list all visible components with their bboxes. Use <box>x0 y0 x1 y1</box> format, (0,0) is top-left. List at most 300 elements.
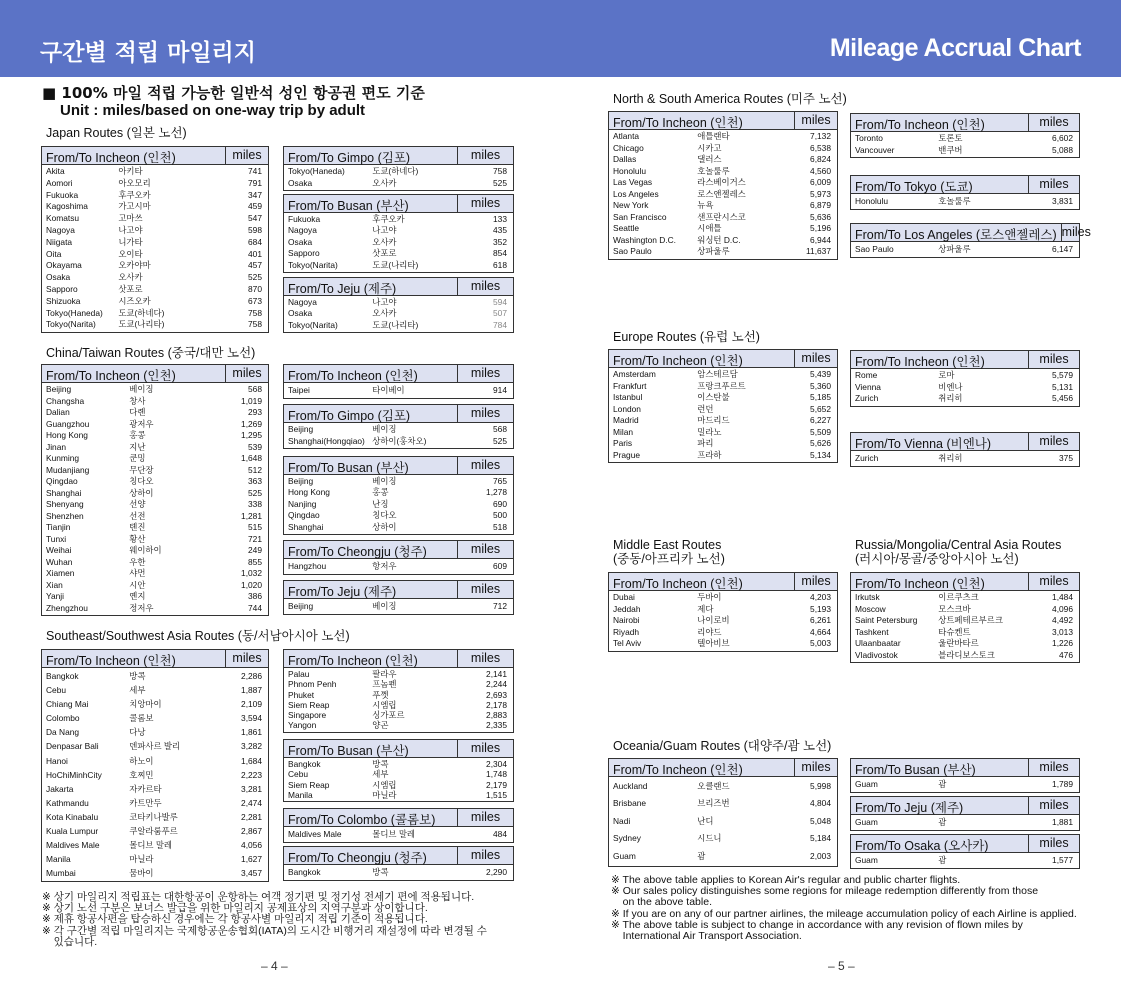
city-korean: 나이로비 <box>697 615 730 625</box>
miles-value: 854 <box>493 248 507 259</box>
city-korean: 오카야마 <box>118 260 151 271</box>
city-english: Auckland <box>613 781 648 791</box>
table-row <box>284 720 513 730</box>
miles-value: 500 <box>493 510 507 521</box>
table-header <box>851 176 1079 194</box>
footnote-line: ※ Our sales policy distinguishes some regions for mileage redemption differently from those <box>611 885 1039 898</box>
header-from-to: From/To Gimpo (김포) <box>288 409 411 423</box>
section-title-line: (러시아/몽골/중앙아시아 노선) <box>855 552 1019 566</box>
city-english: Maldives Male <box>288 829 342 839</box>
table-japan-jeju <box>283 277 514 333</box>
header-from-to: From/To Incheon (인천) <box>613 116 743 130</box>
table-row <box>42 237 268 249</box>
header-miles: miles <box>1028 351 1079 368</box>
city-english: Guam <box>613 850 636 861</box>
miles-value: 7,132 <box>810 131 831 141</box>
miles-value: 5,185 <box>810 392 831 402</box>
table-body <box>284 559 513 574</box>
city-korean: 도쿄(하네다) <box>372 166 419 176</box>
miles-value: 4,096 <box>1052 603 1073 614</box>
city-english: Tokyo(Narita) <box>46 319 96 330</box>
header-from-to: From/To Incheon (인천) <box>855 118 985 132</box>
table-europe-vienna <box>850 432 1080 467</box>
miles-value: 547 <box>248 213 262 224</box>
header-from-to: From/To Colombo (콜롬보) <box>288 813 436 827</box>
header-miles: miles <box>457 457 513 474</box>
city-korean: 하노이 <box>129 755 154 766</box>
table-row <box>851 627 1079 639</box>
miles-value: 347 <box>248 189 262 200</box>
table-row <box>609 638 837 650</box>
miles-value: 338 <box>248 499 262 509</box>
city-korean: 호찌민 <box>129 769 154 780</box>
miles-value: 2,109 <box>241 699 262 710</box>
city-english: Manila <box>46 854 71 865</box>
table-row <box>851 370 1079 382</box>
city-english: Niigata <box>46 236 73 247</box>
city-english: Maldives Male <box>46 840 100 851</box>
table-row <box>609 415 837 427</box>
miles-value: 712 <box>493 601 507 611</box>
city-english: Sao Paulo <box>855 244 894 254</box>
miles-value: 401 <box>248 248 262 259</box>
city-korean: 칭다오 <box>372 510 397 521</box>
city-korean: 괌 <box>938 817 947 827</box>
city-english: Saint Petersburg <box>855 615 918 625</box>
city-english: Kathmandu <box>46 797 89 808</box>
table-body <box>284 475 513 534</box>
city-english: Yanji <box>46 591 65 601</box>
city-korean: 애틀랜타 <box>697 131 730 141</box>
table-row <box>284 510 513 521</box>
city-korean: 우한 <box>129 556 146 567</box>
table-body <box>284 599 513 614</box>
miles-value: 6,944 <box>810 234 831 245</box>
header-from-to: From/To Cheongju (청주) <box>288 545 427 559</box>
city-english: Nagoya <box>288 297 317 307</box>
city-english: London <box>613 403 641 414</box>
city-korean: 취리히 <box>938 453 963 463</box>
header-miles: miles <box>457 278 513 295</box>
city-korean: 정저우 <box>129 602 154 613</box>
city-korean: 시즈오카 <box>118 295 151 306</box>
city-english: Nanjing <box>288 498 317 509</box>
table-row <box>284 487 513 498</box>
city-english: Honolulu <box>855 196 889 206</box>
header-from-to: From/To Incheon (인천) <box>288 654 418 668</box>
table-row <box>42 225 268 237</box>
table-header <box>851 433 1079 451</box>
table-body <box>609 130 837 259</box>
miles-value: 133 <box>493 214 507 224</box>
table-row <box>609 235 837 247</box>
table-row <box>284 669 513 679</box>
table-sea-cheongju <box>283 846 514 881</box>
section-title-southeast-asia: Southeast/Southwest Asia Routes (동/서남아시아 노선) <box>46 629 350 643</box>
city-english: Nadi <box>613 815 631 826</box>
header-miles: miles <box>794 573 837 590</box>
table-row <box>609 848 837 865</box>
miles-value: 741 <box>248 166 262 176</box>
miles-value: 3,013 <box>1052 626 1073 637</box>
table-row <box>284 759 513 769</box>
city-english: Mumbai <box>46 868 76 879</box>
miles-value: 3,831 <box>1052 196 1073 206</box>
miles-value: 5,998 <box>810 781 831 791</box>
table-row <box>42 568 268 580</box>
header-miles: miles <box>1028 759 1079 776</box>
miles-value: 512 <box>248 464 262 475</box>
table-row <box>609 131 837 143</box>
table-sea-incheon-1 <box>41 649 269 882</box>
miles-value: 744 <box>248 602 262 613</box>
city-english: Sapporo <box>46 283 78 294</box>
city-english: Bangkok <box>288 759 321 769</box>
header-from-to: From/To Jeju (제주) <box>855 801 964 815</box>
city-english: Manila <box>288 789 313 800</box>
city-english: Kota Kinabalu <box>46 811 99 822</box>
city-english: Da Nang <box>46 727 80 738</box>
table-china-cheongju <box>283 540 514 575</box>
city-korean: 코타키나발루 <box>129 811 178 822</box>
table-row <box>609 404 837 416</box>
city-korean: 베이징 <box>372 601 397 611</box>
city-korean: 두바이 <box>697 592 722 602</box>
city-korean: 시드니 <box>697 833 722 844</box>
city-korean: 프랑크푸르트 <box>697 380 746 391</box>
city-korean: 삿포로 <box>372 248 397 259</box>
miles-value: 2,304 <box>486 759 507 769</box>
table-row <box>609 246 837 258</box>
table-row <box>42 754 268 768</box>
miles-value: 2,883 <box>486 710 507 721</box>
city-korean: 마닐라 <box>372 789 397 800</box>
city-english: Sao Paulo <box>613 246 652 256</box>
miles-value: 5,134 <box>810 449 831 460</box>
miles-value: 5,131 <box>1052 381 1073 392</box>
table-body <box>284 865 513 880</box>
table-row <box>609 627 837 639</box>
city-korean: 방콕 <box>372 867 389 877</box>
city-korean: 난징 <box>372 498 389 509</box>
table-row <box>42 768 268 782</box>
city-korean: 덴파사르 발리 <box>129 741 181 752</box>
table-row <box>851 195 1079 208</box>
miles-value: 673 <box>248 295 262 306</box>
city-korean: 시안 <box>129 579 146 590</box>
miles-value: 6,147 <box>1052 244 1073 254</box>
city-korean: 나고야 <box>372 297 397 307</box>
table-row <box>609 438 837 450</box>
miles-value: 484 <box>493 829 507 839</box>
miles-value: 784 <box>493 319 507 330</box>
city-korean: 치앙마이 <box>129 699 162 710</box>
city-english: Wuhan <box>46 556 73 567</box>
table-row <box>284 214 513 225</box>
city-korean: 로마 <box>938 370 955 380</box>
miles-value: 721 <box>248 533 262 544</box>
city-korean: 브리즈번 <box>697 798 730 809</box>
city-english: Qingdao <box>288 510 320 521</box>
header-from-to: From/To Incheon (인천) <box>288 369 418 383</box>
table-americas-incheon-1 <box>608 111 838 260</box>
header-miles: miles <box>794 759 837 776</box>
footnote-line: 있습니다. <box>42 935 98 948</box>
city-english: Tianjin <box>46 522 71 532</box>
table-header <box>284 809 513 827</box>
city-korean: 몰디브 말레 <box>129 840 173 851</box>
table-row <box>42 284 268 296</box>
miles-value: 2,867 <box>241 826 262 837</box>
header-miles: miles <box>1061 225 1091 239</box>
miles-value: 1,278 <box>486 487 507 498</box>
city-korean: 상트페테르부르크 <box>938 615 1003 625</box>
city-english: Dalian <box>46 407 70 417</box>
city-korean: 라스베이거스 <box>697 177 746 187</box>
table-middle-east-incheon <box>608 572 838 652</box>
city-korean: 팔라우 <box>372 669 397 679</box>
table-row <box>42 308 268 320</box>
city-english: Yangon <box>288 720 317 731</box>
miles-value: 5,439 <box>810 369 831 379</box>
table-row <box>42 190 268 202</box>
city-korean: 다롄 <box>129 407 146 417</box>
table-body <box>851 242 1079 257</box>
table-row <box>42 545 268 557</box>
city-english: Guam <box>855 779 878 789</box>
city-korean: 톈진 <box>129 522 146 532</box>
miles-value: 2,244 <box>486 679 507 690</box>
city-english: Komatsu <box>46 213 80 224</box>
city-english: Madrid <box>613 415 639 425</box>
header-miles: miles <box>457 581 513 598</box>
table-row <box>851 382 1079 394</box>
city-korean: 괌 <box>938 779 947 789</box>
city-english: Seattle <box>613 223 640 233</box>
miles-value: 5,003 <box>810 638 831 648</box>
city-english: Istanbul <box>613 392 643 402</box>
table-body <box>284 668 513 732</box>
city-korean: 후쿠오카 <box>372 214 405 224</box>
city-english: Akita <box>46 166 65 176</box>
table-header <box>851 759 1079 777</box>
table-row <box>609 795 837 812</box>
city-english: Xiamen <box>46 568 75 578</box>
miles-value: 5,360 <box>810 380 831 391</box>
city-english: Phnom Penh <box>288 679 337 690</box>
table-row <box>284 248 513 259</box>
city-english: Beijing <box>288 601 314 611</box>
city-korean: 도쿄(나리타) <box>118 319 165 330</box>
miles-value: 765 <box>493 476 507 486</box>
city-english: Shenzhen <box>46 510 84 521</box>
city-korean: 상하이 <box>129 487 154 498</box>
miles-value: 1,648 <box>241 453 262 463</box>
table-row <box>284 166 513 178</box>
city-english: Osaka <box>288 308 313 319</box>
city-korean: 오사카 <box>372 236 397 247</box>
city-korean: 댈러스 <box>697 154 722 164</box>
table-row <box>851 854 1079 867</box>
table-row <box>42 465 268 477</box>
city-korean: 싱가포르 <box>372 710 405 721</box>
city-english: Paris <box>613 438 633 448</box>
city-english: Zurich <box>855 453 879 463</box>
table-row <box>851 615 1079 627</box>
miles-value: 684 <box>248 236 262 247</box>
city-english: Moscow <box>855 603 886 614</box>
city-english: Xian <box>46 579 63 590</box>
miles-value: 594 <box>493 297 507 307</box>
table-row <box>42 476 268 488</box>
table-body <box>851 194 1079 209</box>
city-korean: 뭄바이 <box>129 868 154 879</box>
city-english: Kagoshima <box>46 201 88 212</box>
city-korean: 베이징 <box>129 384 154 394</box>
section-title-japan: Japan Routes (일본 노선) <box>46 126 187 140</box>
city-english: Osaka <box>288 177 313 188</box>
table-body <box>851 777 1079 792</box>
table-row <box>42 319 268 331</box>
city-korean: 시카고 <box>697 142 722 153</box>
table-row <box>42 488 268 500</box>
city-english: Toronto <box>855 133 883 143</box>
table-row <box>851 778 1079 791</box>
city-korean: 취리히 <box>938 393 963 403</box>
miles-value: 457 <box>248 260 262 271</box>
table-row <box>609 450 837 462</box>
table-row <box>284 710 513 720</box>
table-row <box>609 189 837 201</box>
footnotes-korean <box>42 892 487 948</box>
table-row <box>609 143 837 155</box>
city-english: Siem Reap <box>288 699 330 710</box>
city-english: Sydney <box>613 833 641 844</box>
miles-value: 598 <box>248 224 262 235</box>
table-row <box>284 790 513 800</box>
table-row <box>284 560 513 573</box>
intro-criteria: ■ 100% 마일 적립 가능한 일반석 성인 항공권 편도 기준 <box>42 84 425 102</box>
city-korean: 광저우 <box>129 418 154 429</box>
header-miles: miles <box>1028 176 1079 193</box>
header-miles: miles <box>225 650 268 667</box>
table-row <box>851 145 1079 157</box>
footnote-line: ※ 각 구간별 적립 마일리지는 국제항공운송협회(IATA)의 도시간 비행거리 재설정에 따라 변경될 수 <box>42 924 487 937</box>
city-korean: 아키타 <box>118 166 143 176</box>
miles-value: 568 <box>493 424 507 434</box>
city-korean: 몰디브 말레 <box>372 829 416 839</box>
header-from-to: From/To Tokyo (도쿄) <box>855 180 973 194</box>
table-row <box>851 638 1079 650</box>
city-korean: 이스탄불 <box>697 392 730 402</box>
header-miles: miles <box>457 405 513 422</box>
table-body <box>851 369 1079 406</box>
miles-value: 507 <box>493 308 507 319</box>
city-korean: 상하이(훙차오) <box>372 435 427 446</box>
city-korean: 무단장 <box>129 464 154 475</box>
city-korean: 세부 <box>129 685 146 696</box>
miles-value: 6,009 <box>810 177 831 187</box>
table-row <box>42 166 268 178</box>
miles-value: 4,203 <box>810 592 831 602</box>
table-row <box>284 690 513 700</box>
city-english: Shizuoka <box>46 295 81 306</box>
table-row <box>284 308 513 319</box>
miles-value: 609 <box>493 561 507 571</box>
city-english: Guangzhou <box>46 418 90 429</box>
table-row <box>42 866 268 880</box>
page-number-right: – 5 – <box>828 959 855 973</box>
city-korean: 파리 <box>697 438 714 448</box>
city-english: Rome <box>855 370 878 380</box>
miles-value: 2,281 <box>241 811 262 822</box>
miles-value: 4,492 <box>1052 615 1073 625</box>
city-english: Shanghai <box>46 487 82 498</box>
table-sea-incheon-2 <box>283 649 514 733</box>
table-body <box>284 827 513 842</box>
header-from-to: From/To Incheon (인천) <box>613 763 743 777</box>
miles-value: 1,020 <box>241 579 262 590</box>
city-korean: 오사카 <box>372 308 397 319</box>
city-english: HoChiMinhCity <box>46 769 102 780</box>
miles-value: 855 <box>248 556 262 567</box>
city-korean: 도쿄(하네다) <box>118 307 165 318</box>
city-korean: 삿포로 <box>118 283 143 294</box>
header-from-to: From/To Incheon (인천) <box>855 577 985 591</box>
header-miles: miles <box>457 365 513 382</box>
table-row <box>609 166 837 178</box>
miles-value: 5,048 <box>810 815 831 826</box>
city-english: Changsha <box>46 395 85 406</box>
header-miles: miles <box>225 147 268 164</box>
city-korean: 호놀룰루 <box>938 196 971 206</box>
city-korean: 상파울루 <box>697 246 730 256</box>
city-korean: 마드리드 <box>697 415 730 425</box>
header-from-to: From/To Incheon (인천) <box>46 151 176 165</box>
miles-value: 293 <box>248 407 262 417</box>
city-english: Los Angeles <box>613 188 659 199</box>
miles-value: 1,281 <box>241 510 262 521</box>
table-header <box>284 365 513 383</box>
city-korean: 홍콩 <box>129 430 146 440</box>
header-miles: miles <box>457 195 513 212</box>
table-row <box>42 511 268 523</box>
city-korean: 세부 <box>372 769 389 780</box>
city-english: Tokyo(Haneda) <box>46 307 103 318</box>
table-sea-busan <box>283 739 514 802</box>
city-korean: 난디 <box>697 815 714 826</box>
table-row <box>42 796 268 810</box>
city-korean: 뉴욕 <box>697 200 714 210</box>
header-miles: miles <box>457 147 513 164</box>
city-english: Sapporo <box>288 248 320 259</box>
header-from-to: From/To Gimpo (김포) <box>288 151 411 165</box>
miles-value: 5,193 <box>810 603 831 614</box>
miles-value: 1,032 <box>241 568 262 578</box>
city-english: Prague <box>613 449 641 460</box>
miles-value: 525 <box>493 177 507 188</box>
table-row <box>42 213 268 225</box>
city-english: Nagoya <box>288 225 317 236</box>
table-row <box>609 604 837 616</box>
table-japan-incheon <box>41 146 269 333</box>
miles-value: 6,538 <box>810 142 831 153</box>
header-miles: miles <box>794 112 837 129</box>
table-row <box>609 200 837 212</box>
intro-unit: Unit : miles/based on one-way trip by adult <box>60 102 366 119</box>
city-english: Denpasar Bali <box>46 741 99 752</box>
section-title-middle-east <box>613 538 725 566</box>
